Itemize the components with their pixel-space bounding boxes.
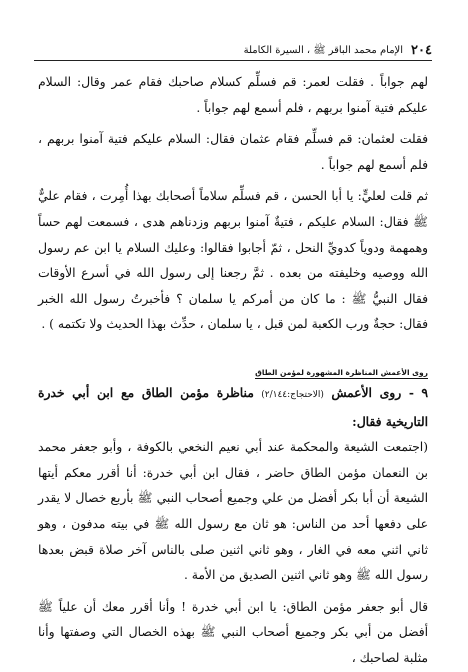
page-header (34, 40, 432, 61)
paragraph: فقلت لعثمان: قم فسلِّم فقام عثمان فقال: السلام عليكم فتية آمنوا بربهم ، فلم أسمع لهم جواباً . (38, 132, 428, 172)
item-citation: (الاحتجاج:٢/١٤٤) (261, 390, 324, 400)
item-lead: - روى الأعمش (331, 385, 414, 400)
body-text-top (38, 70, 428, 338)
running-title: الإمام محمد الباقر ﷺ ، السيرة الكاملة (243, 45, 404, 56)
body-text-bottom (38, 380, 428, 672)
item-heading (38, 380, 428, 435)
item-number: ٩ (421, 385, 428, 400)
item-title: مناظرة مؤمن الطاق مع ابن أبي خدرة التاريخية فقال: (38, 385, 428, 429)
paragraph: قال أبو جعفر مؤمن الطاق: يا ابن أبي خدرة ! وأنا أقرر معك أن علياً ﷺ أفضل من أبي بكر وجميع أصحاب النبي ﷺ بهذه الخصال التي وصفتها وأنا مثلبة لصاحبك ، (38, 599, 428, 665)
paragraph: ثم قلت لعليٍّ: يا أبا الحسن ، قم فسلِّم سلاماً أصحابك بهذا أُمِرت ، فقام عليٌّ ﷺ فقال: السلام عليكم ، فتيةٌ آمنوا بربهم وزدناهم هدى ، فسمعت لهم حساً وهمهمة ودوياً كدويِّ النحل ، ثمّ أجابوا فقالوا: وعليك السلام يا ابن عم رسول الله ووصيه وخليفته من بعده . ثمَّ رجعنا إلى رسول الله في أسرع الأوقات فقال النبيُّ ﷺ : ما كان من أمركم يا سلمان ؟ فأخبرتُ رسول الله الخبر فقال: حجةٌ ورب الكعبة لمن قبل ، يا سلمان ، حدِّث بهذا الحديث ولا تكتمه ) . (38, 189, 428, 332)
paragraph: (اجتمعت الشيعة والمحكمة عند أبي نعيم النخعي بالكوفة ، وأبو جعفر محمد بن النعمان مؤمن الطاق حاضر ، فقال ابن أبي خدرة: أنا أقرر معكم أيتها الشيعة أن أبا بكر أفضل من علي وجميع أصحاب النبي ﷺ بأربع خصال لا يقدر على دفعها أحد من الناس: هو ثان مع رسول الله ﷺ في بيته مدفون ، وهو ثاني اثني معه في الغار ، وهو ثاني اثنين صلى بالناس آخر صلاة قبض بعدها رسول الله ﷺ وهو ثاني اثنين الصديق من الأمة . (38, 440, 428, 583)
section-heading: روى الأعمش المناظرة المشهورة لمؤمن الطاق (255, 368, 428, 377)
page-number: ٢٠٤ (411, 43, 432, 58)
paragraph: لهم جواباً . فقلت لعمر: قم فسلِّم كسلام صاحبك فقام عمر وقال: السلام عليكم فتية آمنوا بربهم ، فلم أسمع لهم جواباً . (38, 75, 428, 115)
